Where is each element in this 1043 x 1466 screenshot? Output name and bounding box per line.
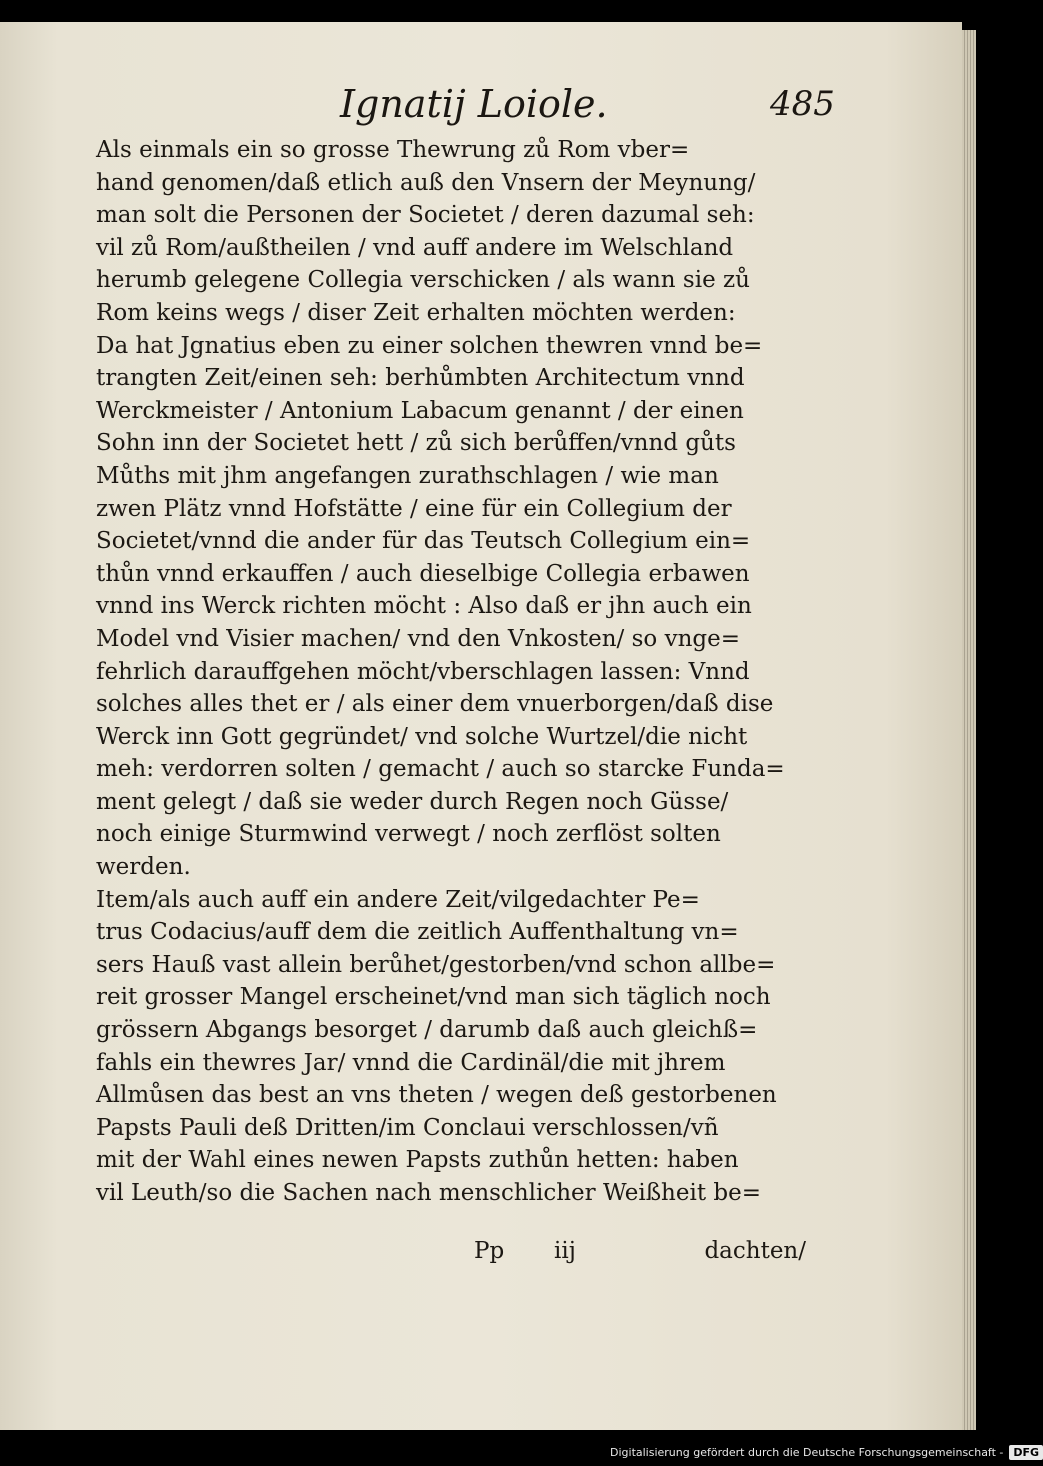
text-line: Model vnd Visier machen/ vnd den Vnkosten/ so vnge=	[96, 625, 740, 652]
text-line: noch einige Sturmwind verwegt / noch zerflöst solten	[96, 821, 721, 848]
text-line: reit grosser Mangel erscheinet/vnd man sich täglich noch	[96, 984, 771, 1011]
digitization-credit	[610, 1442, 1043, 1462]
text-line: Item/als auch auff ein andere Zeit/vilgedachter Pe=	[96, 886, 700, 913]
text-line: vil zů Rom/außtheilen / vnd auff andere im Welschland	[96, 234, 734, 261]
text-line: herumb gelegene Collegia verschicken / als wann sie zů	[96, 267, 750, 294]
text-line: zwen Plätz vnnd Hofstätte / eine für ein Collegium der	[96, 495, 732, 522]
dfg-logo-icon: DFG	[1009, 1445, 1043, 1460]
text-line: vil Leuth/so die Sachen nach menschlicher Weißheit be=	[96, 1180, 762, 1206]
text-line: Můths mit jhm angefangen zurathschlagen / wie man	[96, 462, 719, 489]
text-line: Societet/vnnd die ander für das Teutsch Collegium ein=	[96, 528, 751, 555]
text-line: meh: verdorren solten / gemacht / auch so starcke Funda=	[96, 756, 785, 783]
text-line: trus Codacius/auff dem die zeitlich Auffenthaltung vn=	[96, 919, 739, 946]
text-line: grössern Abgangs besorget / darumb daß auch gleichß=	[96, 1017, 758, 1044]
page-footer	[96, 1238, 824, 1272]
body-text	[96, 134, 824, 1210]
text-line: Da hat Jgnatius eben zu einer solchen thewren vnnd be=	[96, 332, 763, 359]
text-line: thůn vnnd erkauffen / auch dieselbige Collegia erbawen	[96, 560, 750, 587]
text-line: vnnd ins Werck richten möcht : Also daß er jhn auch ein	[96, 593, 752, 620]
text-line: Papsts Pauli deß Dritten/im Conclaui verschlossen/vñ	[96, 1114, 719, 1141]
text-line: Werck inn Gott gegründet/ vnd solche Wurtzel/die nicht	[96, 723, 748, 750]
text-line: trangten Zeit/einen seh: berhůmbten Architectum vnnd	[96, 365, 745, 392]
signature-mark: Pp	[474, 1238, 505, 1264]
text-line: ment gelegt / daß sie weder durch Regen noch Güsse/	[96, 788, 729, 815]
text-line: hand genomen/daß etlich auß den Vnsern der Meynung/	[96, 169, 756, 196]
signature-number: iij	[554, 1238, 576, 1264]
text-line: fahls ein thewres Jar/ vnnd die Cardinäl/die mit jhrem	[96, 1049, 726, 1076]
catchword: dachten/	[704, 1238, 806, 1264]
text-line: werden.	[96, 854, 191, 881]
text-line: Werckmeister / Antonium Labacum genannt / der einen	[96, 397, 744, 424]
book-page	[0, 22, 962, 1430]
text-line: mit der Wahl eines newen Papsts zuthůn hetten: haben	[96, 1147, 739, 1174]
text-line: sers Hauß vast allein berůhet/gestorben/vnd schon allbe=	[96, 951, 776, 978]
text-line: man solt die Personen der Societet / deren dazumal seh:	[96, 202, 755, 229]
page-number: 485	[770, 84, 835, 124]
text-line: Allmůsen das best an vns theten / wegen deß gestorbenen	[96, 1082, 777, 1109]
credit-text: Digitalisierung gefördert durch die Deutsche Forschungsgemeinschaft -	[610, 1445, 1004, 1459]
text-line: Sohn inn der Societet hett / zů sich berůffen/vnnd gůts	[96, 430, 736, 457]
text-line: Rom keins wegs / diser Zeit erhalten möchten werden:	[96, 299, 736, 326]
running-title: Ignatij Loiole.	[340, 82, 608, 126]
running-head	[0, 82, 962, 132]
text-line: solches alles thet er / als einer dem vnuerborgen/daß dise	[96, 691, 774, 718]
text-line: Als einmals ein so grosse Thewrung zů Rom vber=	[96, 137, 690, 163]
page-edges	[962, 30, 976, 1430]
text-line: fehrlich darauffgehen möcht/vberschlagen lassen: Vnnd	[96, 658, 750, 685]
